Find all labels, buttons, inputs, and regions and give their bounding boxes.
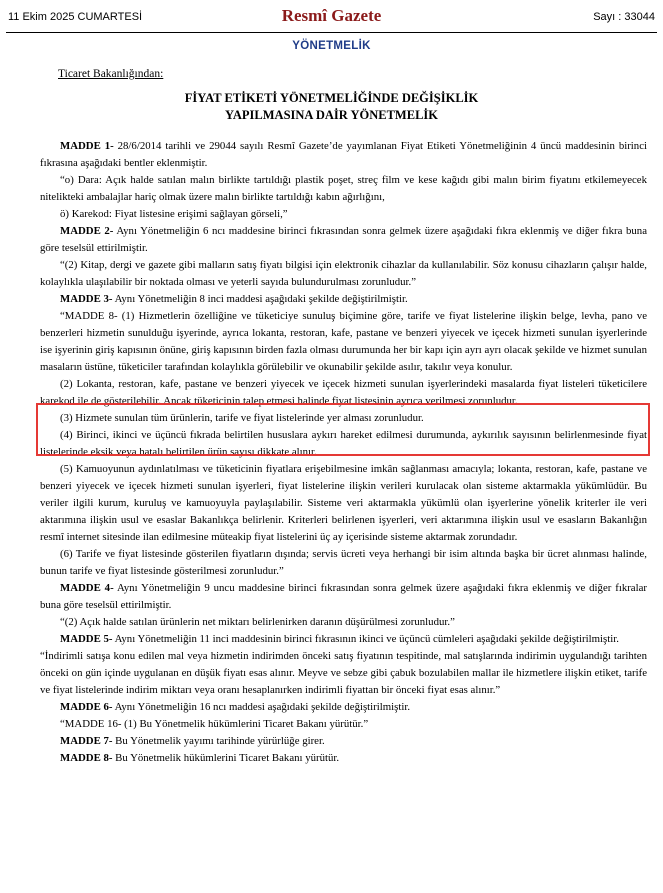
article-2-text: Aynı Yönetmeliğin 6 ncı maddesine birinci fıkrasından sonra gelmek üzere aşağıdaki fıkra eklenmiş ve diğer fıkra buna göre teselsül ettirilmiştir. — [40, 225, 647, 254]
article-7 — [40, 733, 647, 750]
article-6-text: Aynı Yönetmeliğin 16 ncı maddesi aşağıdaki şekilde değiştirilmiştir. — [112, 701, 411, 713]
article-1 — [40, 138, 647, 172]
article-5 — [40, 631, 647, 648]
page-header — [6, 4, 657, 33]
issuing-authority: Ticaret Bakanlığından: — [58, 68, 164, 80]
article-1-item-oo: ö) Karekod: Fiyat listesine erişimi sağlayan görseli,” — [60, 208, 288, 220]
article-3-clause-6: (6) Tarife ve fiyat listesinde gösterilen fiyatların dışında; servis ücreti veya herhangi bir isim altında başka bir ücret alınması halinde, bunun tarife ve fiyat listesinde gösterilmesi zorunludur.” — [40, 548, 647, 577]
article-3-clause-5: (5) Kamuoyunun aydınlatılması ve tüketicinin fiyatlara erişebilmesine imkân sağlanması amacıyla; lokanta, restoran, kafe, pastane ve benzeri yiyecek ve içecek hizmeti sunulan işyerleri, fiyat listelerine ilişkin verileri kurulacak olan sisteme aktarmakla yükümlüdür. Bu veriler ilgili kurum, kuruluş ve kamuoyuyla paylaşılabilir. Sisteme veri aktarmakla yükümlü olan işyerlerine yönelik kriterler ile veri aktarımına ilişkin usul ve esaslar Bakanlıkça belirlenir. Kriterleri belirlenen işyerleri, veri aktarımına ilişkin usul ve esasların Bakanlığın resmî internet sitesinde ilan edilmesine müteakip fiyat listelerini üç ay içerisinde sisteme aktarmak zorundadır. — [40, 463, 647, 543]
article-6-quote: “MADDE 16- (1) Bu Yönetmelik hükümlerini Ticaret Bakanı yürütür.” — [60, 718, 369, 730]
article-6-label: MADDE 6- — [60, 701, 113, 713]
article-8 — [40, 750, 647, 767]
article-8-label: MADDE 8- — [60, 752, 113, 764]
regulation-title-line-2: YAPILMASINA DAİR YÖNETMELİK — [225, 108, 438, 122]
article-3-clause-1: “MADDE 8- (1) Hizmetlerin özelliğine ve tüketiciye sunuluş biçimine göre, tarife ve fiyat listelerine ilişkin belge, levha, pano ve benzerleri hizmetin sunulduğu işyerinde, ayrıca lokanta, restoran, kafe, pastane ve benzeri yiyecek ve içecek hizmeti sunulan işyerlerinde ise işyerinin giriş kapısının önüne, giriş kapısının birden fazla olması durumunda her bir kapı için ayrı ayrı olacak şekilde ve hizmet sunulan masaların üstüne, tüketiciler tarafından kolaylıkla görülebilir ve okunabilir şekilde asılır, takılır veya konulur. — [40, 310, 647, 373]
article-4-text: Aynı Yönetmeliğin 9 uncu maddesine birinci fıkrasından sonra gelmek üzere aşağıdaki fıkra eklenmiş ve diğer fıkralar buna göre teselsül ettirilmiştir. — [40, 582, 647, 611]
article-1-text: 28/6/2014 tarihli ve 29044 sayılı Resmî Gazete’de yayımlanan Fiyat Etiketi Yönetmeliğinin 4 üncü maddesinin birinci fıkrasına aşağıdaki bentler eklenmiştir. — [40, 140, 648, 169]
article-2-label: MADDE 2- — [60, 225, 114, 237]
publication-date: 11 Ekim 2025 CUMARTESİ — [8, 11, 143, 23]
article-8-text: Bu Yönetmelik hükümlerini Ticaret Bakanı yürütür. — [112, 752, 340, 764]
article-6 — [40, 699, 647, 716]
article-5-label: MADDE 5- — [60, 633, 113, 645]
article-3-label: MADDE 3- — [60, 293, 113, 305]
issue-number: Sayı : 33044 — [593, 11, 655, 23]
article-4-label: MADDE 4- — [60, 582, 114, 594]
section-heading: YÖNETMELİK — [292, 40, 371, 52]
article-7-text: Bu Yönetmelik yayımı tarihinde yürürlüğe girer. — [112, 735, 325, 747]
regulation-body — [40, 138, 647, 767]
article-7-label: MADDE 7- — [60, 735, 113, 747]
article-3-clause-2: (2) Lokanta, restoran, kafe, pastane ve benzeri yiyecek ve içecek hizmeti sunulan işyerlerindeki masalarda fiyat listeleri tüketicilere karekod ile de gösterilebilir. Ancak tüketicinin talep etmesi halinde fiyat listesinin ayrıca verilmesi zorunludur. — [40, 378, 647, 407]
article-2 — [40, 223, 647, 257]
regulation-title-line-1: FİYAT ETİKETİ YÖNETMELİĞİNDE DEĞİŞİKLİK — [184, 91, 479, 105]
article-5-text: Aynı Yönetmeliğin 11 inci maddesinin birinci fıkrasının ikinci ve üçüncü cümleleri aşağıdaki şekilde değiştirilmiştir. — [112, 633, 619, 645]
article-3-clause-4: (4) Birinci, ikinci ve üçüncü fıkrada belirtilen hususlara aykırı hareket edilmesi durumunda, aykırılık sayısının belirlenmesinde fiyat listelerinde eksik veya hatalı belirtilen ürün sayısı dikkate alınır. — [40, 429, 647, 458]
article-3 — [40, 291, 647, 308]
article-2-quote: “(2) Kitap, dergi ve gazete gibi malların satış fiyatı bilgisi için elektronik cihazlar da kullanılabilir. Söz konusu cihazların çalışır halde, kolaylıkla ulaşılabilir bir noktada olması ve yeterli sayıda bulundurulması zorunludur.” — [40, 259, 647, 288]
article-4-quote: “(2) Açık halde satılan ürünlerin net miktarı belirlenirken daranın düşürülmesi zorunludur.” — [60, 616, 455, 628]
article-3-clause-3: (3) Hizmete sunulan tüm ürünlerin, tarife ve fiyat listelerinde yer alması zorunludur. — [60, 412, 424, 424]
article-1-label: MADDE 1- — [60, 140, 114, 152]
article-4 — [40, 580, 647, 614]
article-1-item-o: “o) Dara: Açık halde satılan malın birlikte tartıldığı plastik poşet, streç film ve kese kağıdı gibi malın birim fiyatını etkilemeyecek nitelikteki ambalajlar hariç olmak üzere malın birlikte tartıldığı kabın ağırlığını, — [40, 174, 647, 203]
article-5-quote: “İndirimli satışa konu edilen mal veya hizmetin indirimden önceki satış fiyatının tespitinde, mal satışlarında indirimin uygulandığı tarihten önceki on gün içinde uygulanan en düşük fiyatı esas alınır. Meyve ve sebze gibi çabuk bozulabilen mallar ile hizmetlere ilişkin etiket, tarife ve fiyat listelerinde indirim miktarı veya oranı hesaplanırken indirimli fiyattan bir önceki fiyat esas alınır.” — [40, 650, 647, 696]
article-3-text: Aynı Yönetmeliğin 8 inci maddesi aşağıdaki şekilde değiştirilmiştir. — [112, 293, 408, 305]
publication-title: Resmî Gazete — [281, 6, 382, 25]
